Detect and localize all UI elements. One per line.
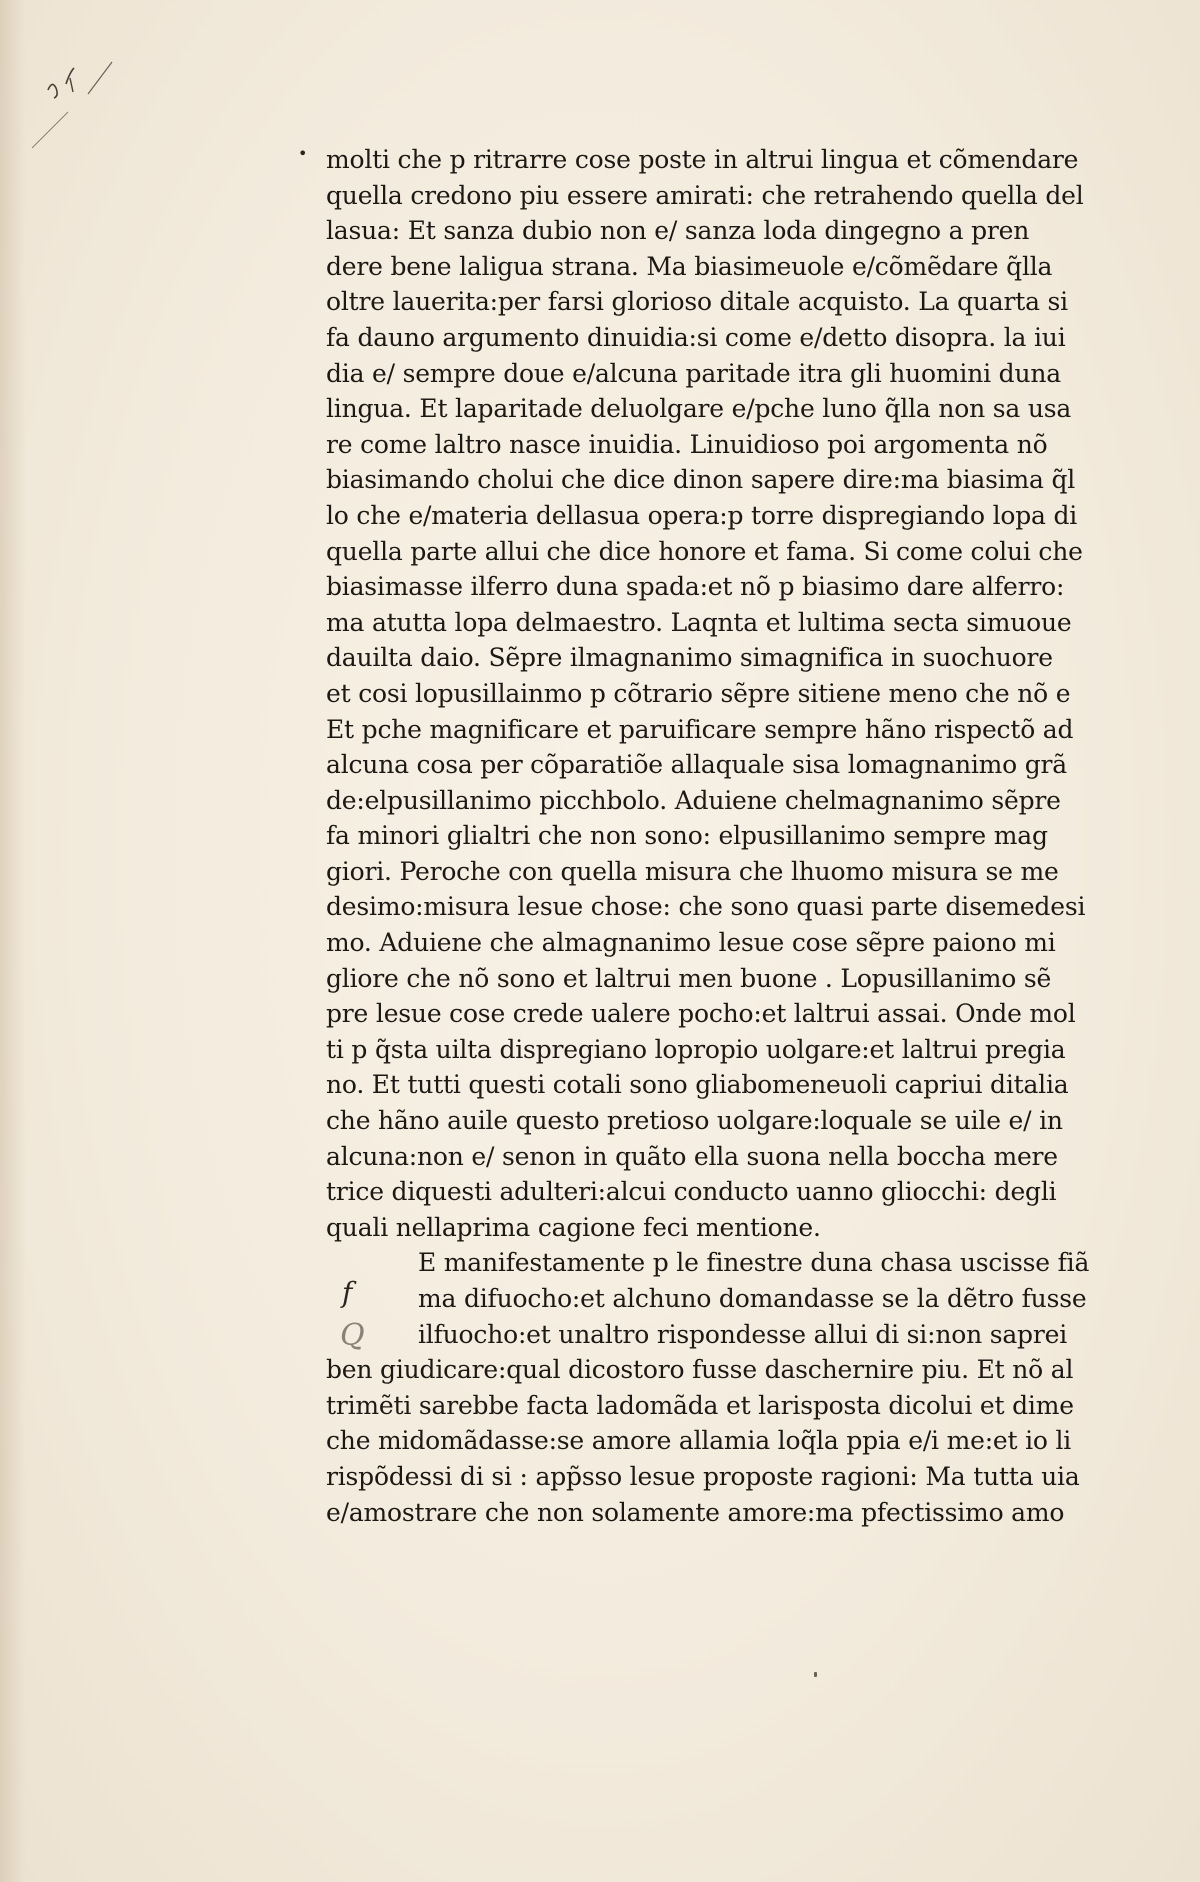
- text-line: gliore che nõ sono et laltrui men buone . Lopusillanimo sẽ: [326, 963, 1052, 993]
- text-line: fa minori glialtri che non sono: elpusillanimo sempre mag: [326, 821, 1048, 851]
- page-edge-shadow: [0, 0, 26, 1882]
- margin-dot-mark: •: [298, 144, 308, 163]
- text-line: quali nellaprima cagione feci mentione.: [326, 1212, 821, 1242]
- section-mark-letter: f: [342, 1276, 353, 1309]
- pen-scribble-mark: [28, 30, 138, 150]
- text-line: lo che e/materia dellasua opera:p torre dispregiando lopa di: [326, 500, 1078, 530]
- text-line: alcuna cosa per cõparatiõe allaquale sisa lomagnanimo grã: [326, 750, 1068, 780]
- text-line: re come laltro nasce inuidia. Linuidioso poi argomenta nõ: [326, 429, 1048, 459]
- text-line: desimo:misura lesue chose: che sono quasi parte disemedesi: [326, 892, 1086, 922]
- text-line: trimẽti sarebbe facta ladomãda et larisposta dicolui et dime: [326, 1390, 1074, 1420]
- text-line: e/amostrare che non solamente amore:ma pfectissimo amo: [326, 1497, 1065, 1527]
- text-line: mo. Aduiene che almagnanimo lesue cose sẽpre paiono mi: [326, 928, 1056, 958]
- text-line: dere bene laligua strana. Ma biasimeuole e/cõmẽdare q̃lla: [326, 251, 1053, 281]
- text-line: et cosi lopusillainmo p cõtrario sẽpre sitiene meno che nõ e: [326, 678, 1071, 708]
- paragraph-start-line: E manifestamente p le finestre duna chasa uscisse fiã: [418, 1248, 1090, 1278]
- text-line: ma atutta lopa delmaestro. Laqnta et lultima secta simuoue: [326, 607, 1072, 637]
- text-line: molti che p ritrarre cose poste in altrui lingua et cõmendare: [326, 145, 1079, 174]
- text-line: alcuna:non e/ senon in quãto ella suona nella boccha mere: [326, 1141, 1058, 1171]
- faded-guide-letter: Q: [340, 1318, 365, 1353]
- text-line: lingua. Et laparitade deluolgare e/pche luno q̃lla non sa usa: [326, 394, 1072, 424]
- ink-speck: [814, 1672, 817, 1677]
- text-line: giori. Peroche con quella misura che lhuomo misura se me: [326, 856, 1059, 886]
- text-line: quella parte allui che dice honore et fama. Si come colui che: [326, 536, 1083, 566]
- text-line: biasimando cholui che dice dinon sapere dire:ma biasima q̃l: [326, 465, 1076, 495]
- text-line: lasua: Et sanza dubio non e/ sanza loda dingegno a pren: [326, 216, 1030, 246]
- text-line: fa dauno argumento dinuidia:si come e/detto disopra. la iui: [326, 322, 1066, 352]
- text-line: no. Et tutti questi cotali sono gliabomeneuoli capriui ditalia: [326, 1070, 1069, 1100]
- text-line: Et pche magnificare et paruificare sempre hãno rispectõ ad: [326, 714, 1074, 744]
- text-line: dauilta daio. Sẽpre ilmagnanimo simagnifica in suochuore: [326, 643, 1053, 673]
- text-line: dia e/ sempre doue e/alcuna paritade itra gli huomini duna: [326, 358, 1061, 388]
- text-line: trice diquesti adulteri:alcui conducto uanno gliocchi: degli: [326, 1177, 1057, 1207]
- text-line: ben giudicare:qual dicostoro fusse daschernire piu. Et nõ al: [326, 1355, 1074, 1385]
- text-line: ti p q̃sta uilta dispregiano lopropio uolgare:et laltrui pregia: [326, 1034, 1066, 1064]
- text-line: quella credono piu essere amirati: che retrahendo quella del: [326, 180, 1084, 210]
- text-line: rispõdessi di si : app̃sso lesue proposte ragioni: Ma tutta uia: [326, 1461, 1080, 1491]
- text-line: oltre lauerita:per farsi glorioso ditale acquisto. La quarta si: [326, 287, 1068, 317]
- text-line: pre lesue cose crede ualere pocho:et laltrui assai. Onde mol: [326, 999, 1076, 1029]
- text-line: de:elpusillanimo picchbolo. Aduiene chelmagnanimo sẽpre: [326, 785, 1061, 815]
- text-line: biasimasse ilferro duna spada:et nõ p biasimo dare alferro:: [326, 572, 1065, 602]
- text-line: ma difuocho:et alchuno domandasse se la dẽtro fusse: [418, 1284, 1087, 1313]
- text-line: che hãno auile questo pretioso uolgare:loquale se uile e/ in: [326, 1106, 1063, 1136]
- text-line: che midomãdasse:se amore allamia loq̃la ppia e/i me:et io li: [326, 1426, 1072, 1456]
- text-line: ilfuocho:et unaltro rispondesse allui di si:non saprei: [418, 1319, 1068, 1349]
- text-column: [326, 142, 1116, 1530]
